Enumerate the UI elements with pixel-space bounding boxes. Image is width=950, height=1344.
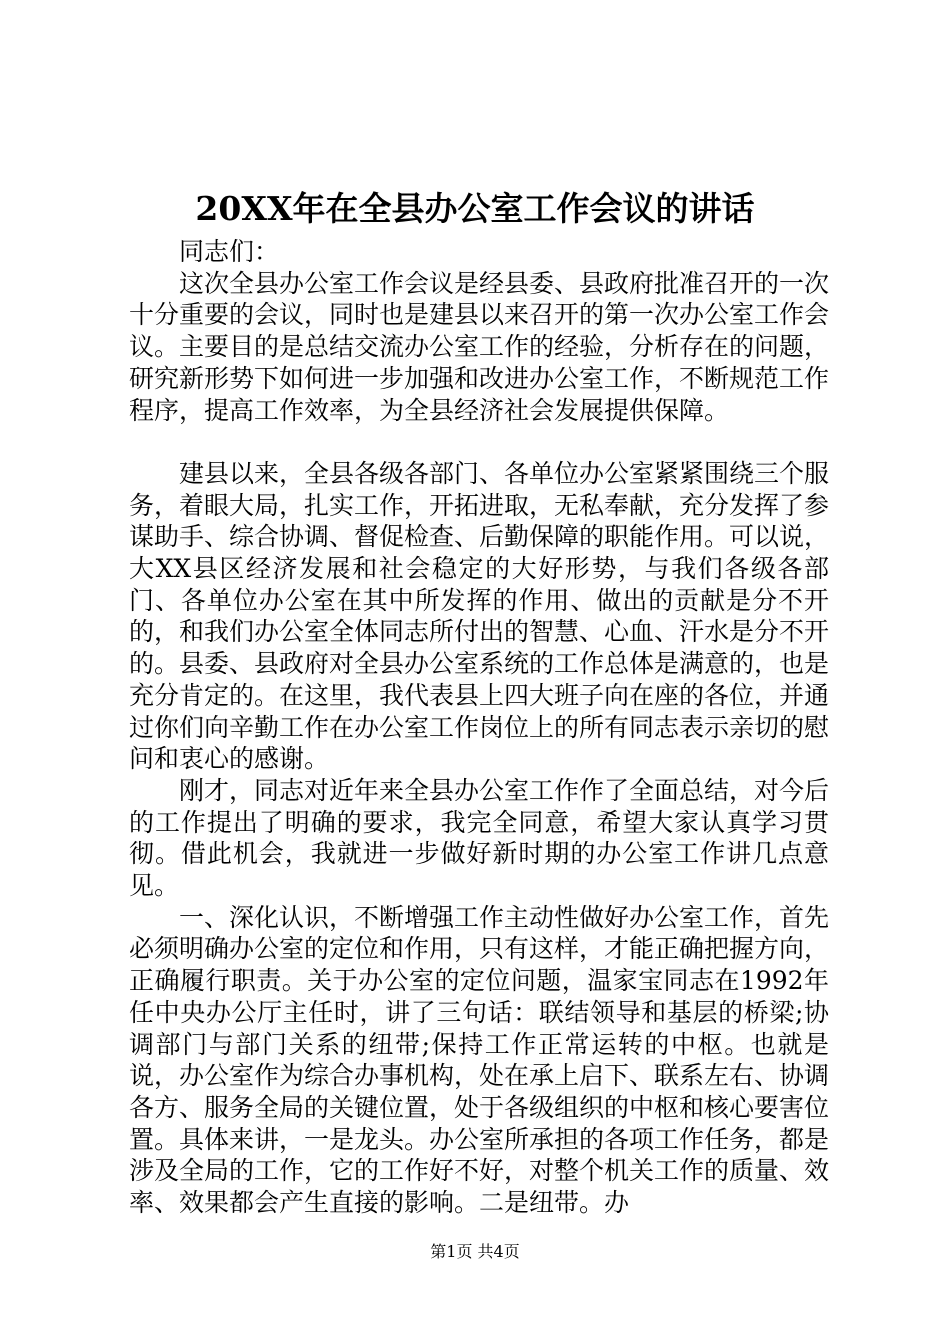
document-title: 20XX年在全县办公室工作会议的讲话 bbox=[195, 189, 755, 228]
paragraph-3: 刚才，同志对近年来全县办公室工作作了全面总结，对今后的工作提出了明确的要求，我完全同意，希望大家认真学习贯彻。借此机会，我就进一步做好新时期的办公室工作讲几点意见。 bbox=[129, 775, 830, 901]
paragraph-1: 这次全县办公室工作会议是经县委、县政府批准召开的一次十分重要的会议，同时也是建县以来召开的第一次办公室工作会议。主要目的是总结交流办公室工作的经验，分析存在的问题，研究新形势下如何进一步加强和改进办公室工作，不断规范工作程序，提高工作效率，为全县经济社会发展提供保障。 bbox=[129, 268, 830, 425]
paragraph-2: 建县以来，全县各级各部门、各单位办公室紧紧围绕三个服务，着眼大局，扎实工作，开拓进取，无私奉献，充分发挥了参谋助手、综合协调、督促检查、后勤保障的职能作用。可以说，大XX县区经济发展和社会稳定的大好形势，与我们各级各部门、各单位办公室在其中所发挥的作用、做出的贡献是分不开的，和我们办公室全体同志所付出的智慧、心血、汗水是分不开的。县委、县政府对全县办公室系统的工作总体是满意的，也是充分肯定的。在这里，我代表县上四大班子向在座的各位，并通过你们向辛勤工作在办公室工作岗位上的所有同志表示亲切的慰问和衷心的感谢。 bbox=[129, 458, 830, 774]
document-body bbox=[129, 236, 829, 1219]
paragraph-4: 一、深化认识，不断增强工作主动性做好办公室工作，首先必须明确办公室的定位和作用，只有这样，才能正确把握方向，正确履行职责。关于办公室的定位问题，温家宝同志在1992年任中央办公厅主任时，讲了三句话：联结领导和基层的桥梁;协调部门与部门关系的纽带;保持工作正常运转的中枢。也就是说，办公室作为综合办事机构，处在承上启下、联系左右、协调各方、服务全局的关键位置，处于各级组织的中枢和核心要害位置。具体来讲，一是龙头。办公室所承担的各项工作任务，都是涉及全局的工作，它的工作好不好，对整个机关工作的质量、效率、效果都会产生直接的影响。二是纽带。办 bbox=[129, 902, 830, 1218]
page-number-footer: 第1页 共4页 bbox=[430, 1242, 520, 1261]
salutation: 同志们： bbox=[179, 237, 280, 266]
